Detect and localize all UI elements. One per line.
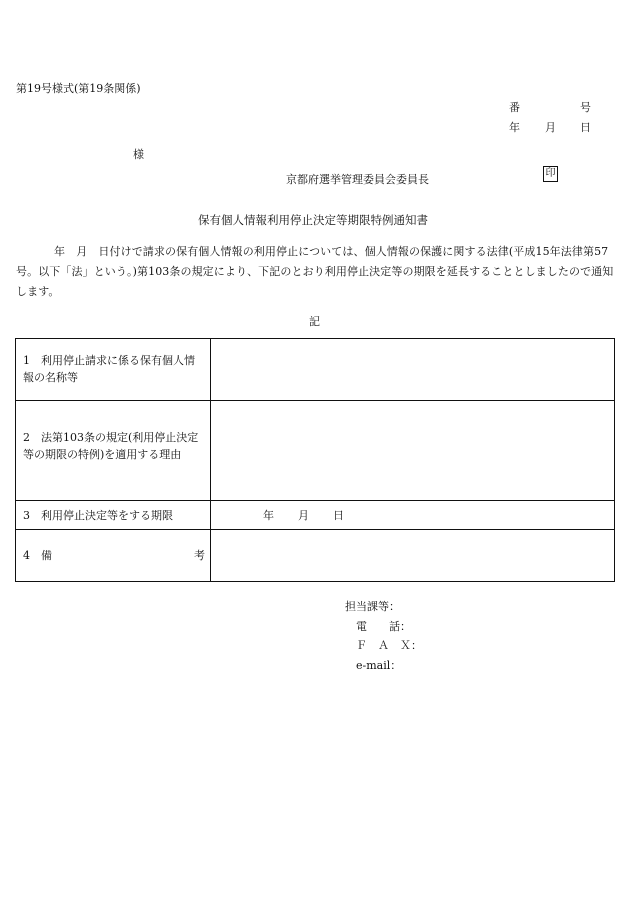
- table-row: [16, 339, 615, 401]
- document-number-suffix: 号: [580, 101, 591, 114]
- row4-value-cell: [211, 530, 615, 582]
- seal-mark: 印: [543, 166, 558, 182]
- row1-label: 1 利用停止請求に係る保有個人情報の名称等: [16, 339, 211, 401]
- deadline-month-label: 月: [298, 508, 309, 522]
- row3-value-cell: [211, 501, 615, 530]
- issuer-name: 京都府選挙管理委員会委員長: [286, 173, 429, 186]
- deadline-year-label: 年: [263, 508, 274, 522]
- table-row: [16, 530, 615, 582]
- row2-label: 2 法第103条の規定(利用停止決定等の期限の特例)を適用する理由: [16, 401, 211, 501]
- contact-phone: 電 話：: [356, 620, 411, 633]
- table-row: [16, 501, 615, 530]
- form-number: 第19号様式(第19条関係): [16, 82, 141, 95]
- row4-label-cell: [16, 530, 211, 582]
- date-year-label: 年: [509, 121, 520, 134]
- row4-label: 4 備: [23, 549, 52, 562]
- document-title: 保有個人情報利用停止決定等期限特例通知書: [198, 213, 428, 227]
- row1-value-cell: [211, 339, 615, 401]
- contact-fax: Ｆ Ａ Ｘ：: [356, 639, 422, 652]
- table-row: [16, 401, 615, 501]
- notice-table: [15, 338, 615, 582]
- contact-email: e-mail：: [356, 659, 402, 672]
- ki-heading: 記: [309, 315, 320, 328]
- row2-value-cell: [211, 401, 615, 501]
- date-month-label: 月: [545, 121, 556, 134]
- row3-label: 3 利用停止決定等をする期限: [16, 501, 211, 530]
- date-day-label: 日: [580, 121, 591, 134]
- deadline-date: [211, 509, 344, 522]
- contact-department: 担当課等：: [345, 600, 400, 613]
- addressee-suffix: 様: [133, 148, 144, 161]
- document-number-label: 番: [509, 101, 520, 114]
- row4-label-suffix: 考: [194, 549, 205, 562]
- deadline-day-label: 日: [333, 508, 344, 522]
- notice-body: 年 月 日付けで請求の保有個人情報の利用停止については、個人情報の保護に関する法律(平成15年法律第57号。以下「法」という。)第103条の規定により、下記のとおり利用停止決定等の期限を延長することとしましたので通知します。: [16, 245, 614, 298]
